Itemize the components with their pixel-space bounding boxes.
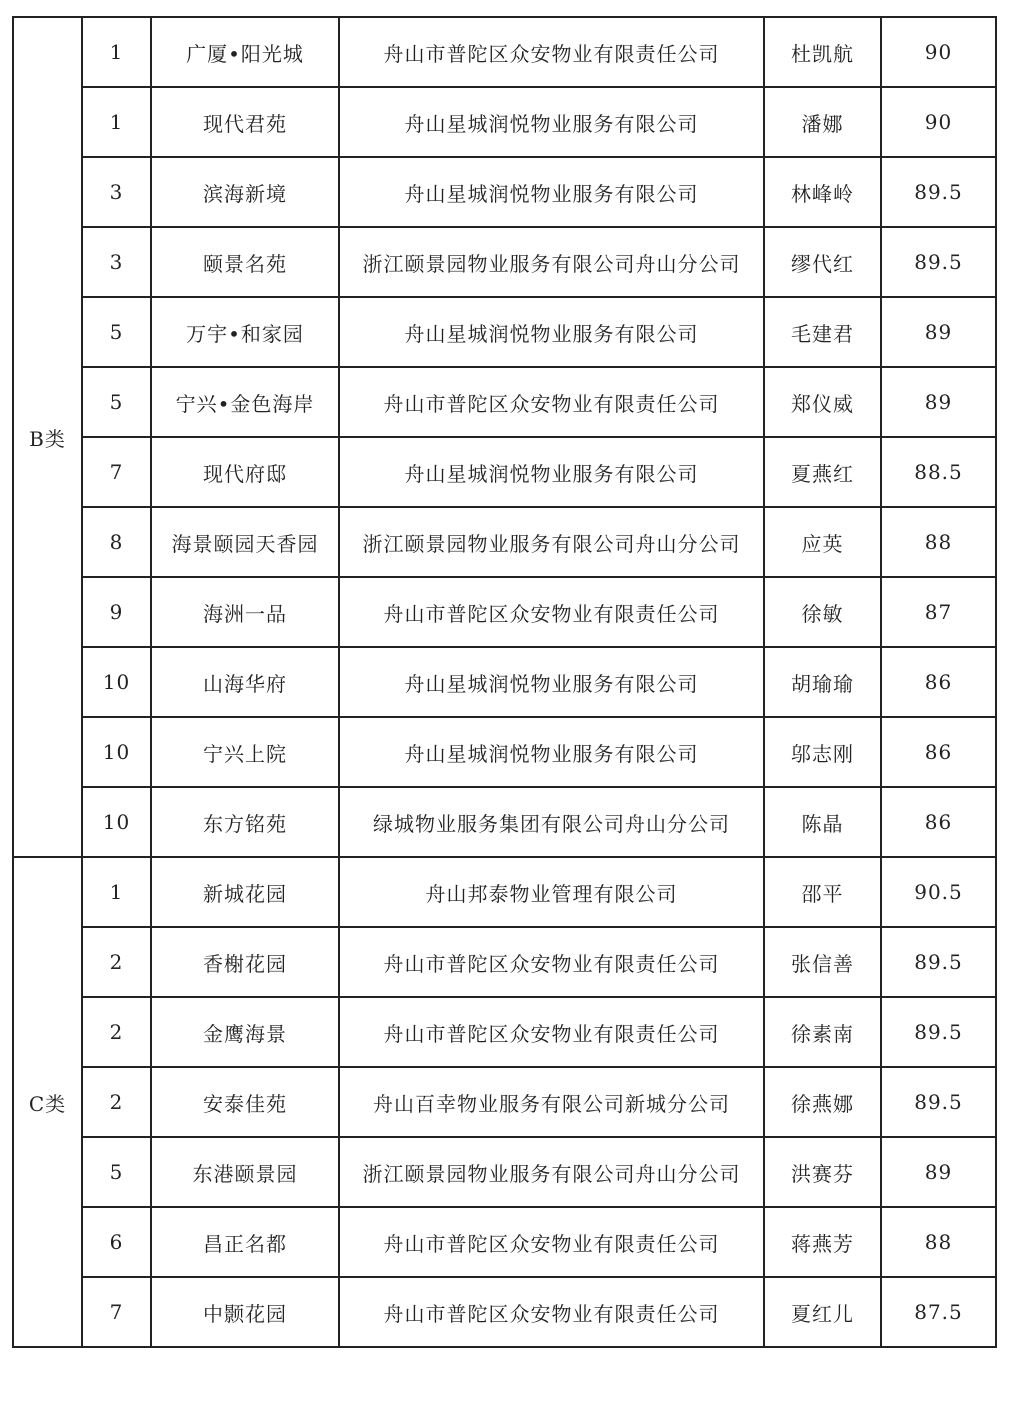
rank-cell: 5 bbox=[82, 1137, 151, 1207]
score-cell: 90.5 bbox=[881, 857, 996, 927]
project-name-cell: 现代君苑 bbox=[151, 87, 339, 157]
score-cell: 89.5 bbox=[881, 997, 996, 1067]
manager-name-cell: 毛建君 bbox=[764, 297, 881, 367]
score-cell: 89 bbox=[881, 1137, 996, 1207]
company-name-cell: 舟山星城润悦物业服务有限公司 bbox=[339, 717, 764, 787]
manager-name-cell: 夏红儿 bbox=[764, 1277, 881, 1347]
manager-name-cell: 郑仪威 bbox=[764, 367, 881, 437]
company-name-cell: 绿城物业服务集团有限公司舟山分公司 bbox=[339, 787, 764, 857]
project-name-cell: 现代府邸 bbox=[151, 437, 339, 507]
table-row bbox=[13, 367, 996, 437]
project-name-cell: 金鹰海景 bbox=[151, 997, 339, 1067]
table-row bbox=[13, 1067, 996, 1137]
score-cell: 87 bbox=[881, 577, 996, 647]
table-row bbox=[13, 1137, 996, 1207]
manager-name-cell: 林峰岭 bbox=[764, 157, 881, 227]
rank-cell: 2 bbox=[82, 1067, 151, 1137]
manager-name-cell: 徐素南 bbox=[764, 997, 881, 1067]
table-row bbox=[13, 1207, 996, 1277]
table-row bbox=[13, 787, 996, 857]
manager-name-cell: 杜凯航 bbox=[764, 17, 881, 87]
score-cell: 88 bbox=[881, 1207, 996, 1277]
table-row bbox=[13, 927, 996, 997]
project-name-cell: 昌正名都 bbox=[151, 1207, 339, 1277]
table-row bbox=[13, 297, 996, 367]
company-name-cell: 舟山邦泰物业管理有限公司 bbox=[339, 857, 764, 927]
company-name-cell: 浙江颐景园物业服务有限公司舟山分公司 bbox=[339, 1137, 764, 1207]
company-name-cell: 浙江颐景园物业服务有限公司舟山分公司 bbox=[339, 507, 764, 577]
rank-cell: 2 bbox=[82, 927, 151, 997]
category-label: B类 bbox=[13, 17, 82, 857]
score-cell: 86 bbox=[881, 647, 996, 717]
table-row bbox=[13, 647, 996, 717]
manager-name-cell: 胡瑜瑜 bbox=[764, 647, 881, 717]
project-name-cell: 新城花园 bbox=[151, 857, 339, 927]
company-name-cell: 舟山市普陀区众安物业有限责任公司 bbox=[339, 17, 764, 87]
table-row bbox=[13, 17, 996, 87]
manager-name-cell: 蒋燕芳 bbox=[764, 1207, 881, 1277]
table-row bbox=[13, 857, 996, 927]
score-cell: 90 bbox=[881, 17, 996, 87]
company-name-cell: 舟山市普陀区众安物业有限责任公司 bbox=[339, 367, 764, 437]
score-cell: 90 bbox=[881, 87, 996, 157]
score-cell: 89.5 bbox=[881, 227, 996, 297]
company-name-cell: 舟山百幸物业服务有限公司新城分公司 bbox=[339, 1067, 764, 1137]
company-name-cell: 舟山市普陀区众安物业有限责任公司 bbox=[339, 997, 764, 1067]
score-cell: 89 bbox=[881, 297, 996, 367]
table-row bbox=[13, 997, 996, 1067]
score-cell: 87.5 bbox=[881, 1277, 996, 1347]
project-name-cell: 宁兴上院 bbox=[151, 717, 339, 787]
project-name-cell: 香榭花园 bbox=[151, 927, 339, 997]
table-row bbox=[13, 717, 996, 787]
ranking-table bbox=[12, 16, 997, 1348]
company-name-cell: 舟山星城润悦物业服务有限公司 bbox=[339, 87, 764, 157]
project-name-cell: 颐景名苑 bbox=[151, 227, 339, 297]
manager-name-cell: 潘娜 bbox=[764, 87, 881, 157]
project-name-cell: 海景颐园天香园 bbox=[151, 507, 339, 577]
project-name-cell: 宁兴•金色海岸 bbox=[151, 367, 339, 437]
company-name-cell: 舟山星城润悦物业服务有限公司 bbox=[339, 437, 764, 507]
score-cell: 89.5 bbox=[881, 1067, 996, 1137]
rank-cell: 10 bbox=[82, 787, 151, 857]
ranking-table-body bbox=[13, 17, 996, 1347]
table-row bbox=[13, 577, 996, 647]
rank-cell: 7 bbox=[82, 437, 151, 507]
rank-cell: 1 bbox=[82, 857, 151, 927]
project-name-cell: 万宇•和家园 bbox=[151, 297, 339, 367]
table-row bbox=[13, 507, 996, 577]
manager-name-cell: 徐敏 bbox=[764, 577, 881, 647]
project-name-cell: 东港颐景园 bbox=[151, 1137, 339, 1207]
manager-name-cell: 邵平 bbox=[764, 857, 881, 927]
rank-cell: 5 bbox=[82, 297, 151, 367]
company-name-cell: 舟山市普陀区众安物业有限责任公司 bbox=[339, 1277, 764, 1347]
category-label: C类 bbox=[13, 857, 82, 1347]
manager-name-cell: 应英 bbox=[764, 507, 881, 577]
manager-name-cell: 邬志刚 bbox=[764, 717, 881, 787]
company-name-cell: 舟山星城润悦物业服务有限公司 bbox=[339, 297, 764, 367]
score-cell: 89.5 bbox=[881, 927, 996, 997]
project-name-cell: 海洲一品 bbox=[151, 577, 339, 647]
project-name-cell: 安泰佳苑 bbox=[151, 1067, 339, 1137]
rank-cell: 1 bbox=[82, 87, 151, 157]
rank-cell: 10 bbox=[82, 647, 151, 717]
company-name-cell: 浙江颐景园物业服务有限公司舟山分公司 bbox=[339, 227, 764, 297]
manager-name-cell: 夏燕红 bbox=[764, 437, 881, 507]
table-row bbox=[13, 227, 996, 297]
project-name-cell: 滨海新境 bbox=[151, 157, 339, 227]
project-name-cell: 广厦•阳光城 bbox=[151, 17, 339, 87]
manager-name-cell: 陈晶 bbox=[764, 787, 881, 857]
project-name-cell: 山海华府 bbox=[151, 647, 339, 717]
company-name-cell: 舟山市普陀区众安物业有限责任公司 bbox=[339, 1207, 764, 1277]
rank-cell: 7 bbox=[82, 1277, 151, 1347]
score-cell: 86 bbox=[881, 717, 996, 787]
manager-name-cell: 徐燕娜 bbox=[764, 1067, 881, 1137]
table-row bbox=[13, 87, 996, 157]
rank-cell: 1 bbox=[82, 17, 151, 87]
score-cell: 88 bbox=[881, 507, 996, 577]
table-row bbox=[13, 157, 996, 227]
project-name-cell: 中颢花园 bbox=[151, 1277, 339, 1347]
project-name-cell: 东方铭苑 bbox=[151, 787, 339, 857]
score-cell: 89 bbox=[881, 367, 996, 437]
rank-cell: 6 bbox=[82, 1207, 151, 1277]
rank-cell: 2 bbox=[82, 997, 151, 1067]
rank-cell: 3 bbox=[82, 157, 151, 227]
company-name-cell: 舟山星城润悦物业服务有限公司 bbox=[339, 647, 764, 717]
rank-cell: 3 bbox=[82, 227, 151, 297]
company-name-cell: 舟山市普陀区众安物业有限责任公司 bbox=[339, 927, 764, 997]
table-row bbox=[13, 1277, 996, 1347]
manager-name-cell: 洪赛芬 bbox=[764, 1137, 881, 1207]
rank-cell: 9 bbox=[82, 577, 151, 647]
score-cell: 86 bbox=[881, 787, 996, 857]
manager-name-cell: 缪代红 bbox=[764, 227, 881, 297]
score-cell: 88.5 bbox=[881, 437, 996, 507]
rank-cell: 5 bbox=[82, 367, 151, 437]
rank-cell: 10 bbox=[82, 717, 151, 787]
company-name-cell: 舟山市普陀区众安物业有限责任公司 bbox=[339, 577, 764, 647]
rank-cell: 8 bbox=[82, 507, 151, 577]
manager-name-cell: 张信善 bbox=[764, 927, 881, 997]
score-cell: 89.5 bbox=[881, 157, 996, 227]
company-name-cell: 舟山星城润悦物业服务有限公司 bbox=[339, 157, 764, 227]
table-row bbox=[13, 437, 996, 507]
